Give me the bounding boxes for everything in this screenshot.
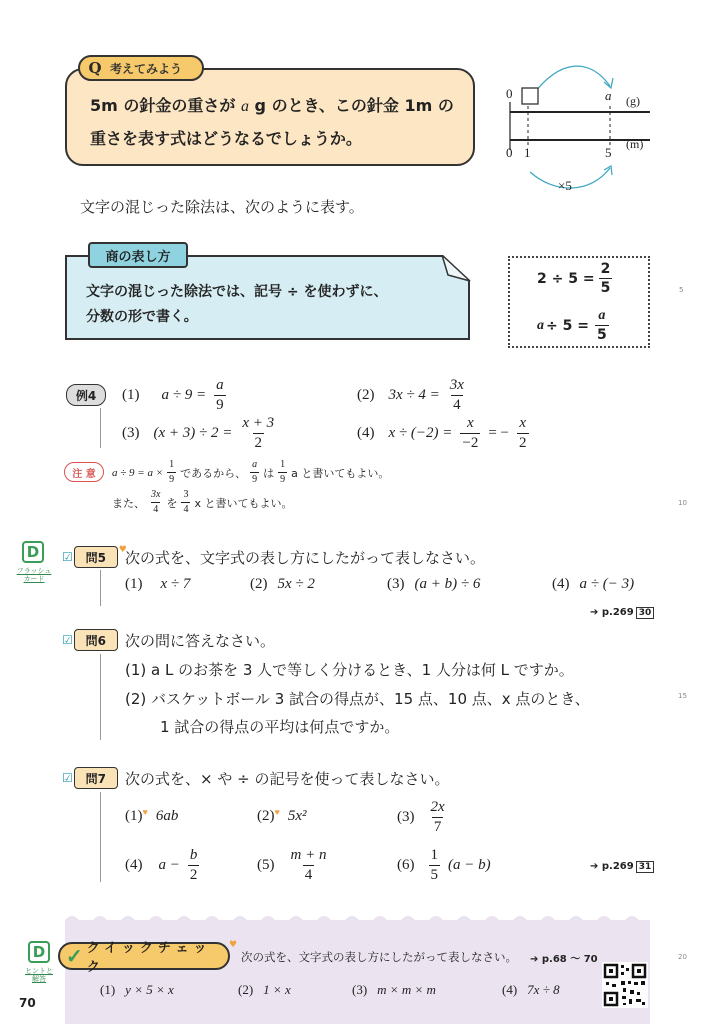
dotted-eq1: 2 ÷ 5 = $\frac{2}{5}$	[537, 261, 611, 296]
diagram-top-unit: (g)	[626, 94, 640, 108]
q5-item-1: (1) x ÷ 7	[125, 576, 191, 592]
note-label: 注 意	[64, 462, 104, 482]
q6-item-2: (2) バスケットボール 3 試合の得点が、15 点、10 点、x 点のとき、	[125, 690, 590, 708]
intro-text: 文字の混じった除法は、次のように表す。	[80, 198, 364, 216]
d-icon: D	[22, 541, 44, 563]
diagram-top-zero: 0	[506, 86, 513, 101]
q7-item-2: (2) ♥ 5x²	[257, 806, 307, 824]
q7-text: 次の式を、× や ÷ の記号を使って表しなさい。	[125, 770, 450, 788]
example-item-3: (3) (x + 3) ÷ 2 = $\frac{x + 3}{2}$	[122, 415, 275, 451]
hint-answer-icon[interactable]	[28, 941, 50, 963]
checkmark-icon: ✓	[66, 944, 83, 968]
note-line1: a ÷ 9 = a × $\frac{1}{9}$ であるから、 $\frac{a}{9}$ は $\frac{1}{9}$ a と書いてもよい。	[112, 459, 390, 485]
rule-tag: 商の表し方	[88, 242, 188, 268]
rule-line1: 文字の混じった除法では、記号 ÷ を使わずに、	[86, 284, 388, 300]
quick-item-2: (2) 1 × x	[238, 982, 291, 997]
q7-item-1: (1) ♥ 6ab	[125, 806, 179, 824]
q7-ref[interactable]: ➔ p.269 31	[590, 861, 654, 873]
q7-label-group	[62, 767, 118, 789]
number-line-diagram	[490, 62, 660, 197]
q5-item-3: (3) (a + b) ÷ 6	[387, 576, 481, 592]
q6-text: 次の問に答えなさい。	[125, 632, 276, 650]
checkbox-icon: ☑	[62, 771, 73, 785]
checkbox-icon: ☑	[62, 550, 73, 564]
note-line2: また、 $\frac{3x}{4}$ を $\frac{3}{4}$ x と書いてもよい。	[112, 489, 293, 515]
question-box	[65, 68, 475, 166]
q5-label-group	[62, 546, 127, 568]
diagram-bottom-zero: 0	[506, 145, 513, 160]
heart-icon: ♥	[118, 545, 127, 555]
diagram-top-var: a	[605, 88, 612, 103]
blank-square	[522, 88, 538, 104]
checkbox-icon: ☑	[62, 633, 73, 647]
hint-answer-caption[interactable]: ヒントと 解答	[25, 967, 53, 984]
heart-icon: ♥	[229, 940, 238, 950]
flash-card-caption[interactable]: フラッシュ カード	[16, 567, 52, 584]
q7-label: 問7	[74, 767, 118, 789]
quick-check-ref[interactable]: ➔ p.68 〜 70	[530, 954, 598, 965]
quick-item-3: (3) m × m × m	[352, 982, 436, 997]
page-curl	[440, 255, 472, 285]
q5-ref[interactable]: ➔ p.269 30	[590, 607, 654, 619]
q5-item-2: (2) 5x ÷ 2	[250, 576, 315, 592]
q6-label: 問6	[74, 629, 118, 651]
diagram-bottom-unit: (m)	[626, 137, 644, 151]
quick-check-title: クイックチェック	[86, 941, 212, 975]
example-item-1: (1) a ÷ 9 = $\frac{a}{9}$	[122, 377, 224, 413]
quick-check-title-pill	[58, 941, 230, 975]
quick-check-text: 次の式を、文字式の表し方にしたがって表しなさい。	[241, 950, 517, 964]
diagram-bottom-one: 1	[524, 145, 531, 160]
q-letter: Q	[88, 59, 102, 77]
q5-label: 問5	[74, 546, 118, 568]
rule-line2: 分数の形で書く。	[86, 309, 198, 325]
arc-top	[532, 66, 610, 96]
example-item-2: (2) 3x ÷ 4 = $\frac{3x}{4}$	[357, 377, 464, 413]
diagram-times-label: ×5	[558, 178, 572, 193]
q-text-line1: 5m の針金の重さが a g のとき、この針金 1m の	[90, 96, 454, 115]
flash-card-icon[interactable]	[22, 541, 44, 563]
q7-item-6: (6) $\frac{1}{5}$ (a − b)	[397, 847, 491, 883]
quick-item-1: (1) y × 5 × x	[100, 982, 174, 997]
q7-item-5: (5) $\frac{m + n}{4}$	[257, 847, 327, 883]
dotted-eq2: a ÷ 5 = $\frac{a}{5}$	[537, 308, 607, 343]
line-number-15: 15	[678, 692, 687, 700]
q7-item-4: (4) a − $\frac{b}{2}$	[125, 847, 198, 883]
q5-item-4: (4) a ÷ (− 3)	[552, 576, 635, 592]
line-number-5: 5	[679, 286, 684, 294]
qr-code-icon[interactable]	[602, 962, 648, 1008]
page-number: 70	[19, 996, 36, 1010]
q-title: 考えてみよう	[110, 61, 183, 76]
diagram-bottom-five: 5	[605, 145, 612, 160]
q-text-line2: 重さを表す式はどうなるでしょうか。	[90, 129, 362, 148]
q6-item-2-cont: 1 試合の得点の平均は何点ですか。	[160, 718, 400, 736]
example-item-4: (4) x ÷ (−2) = $\frac{x}{-2}$ = − $\frac{x}{2}$	[357, 415, 527, 451]
q6-label-group	[62, 629, 118, 651]
q5-text: 次の式を、文字式の表し方にしたがって表しなさい。	[125, 549, 486, 567]
question-tag	[78, 55, 204, 81]
q6-item-1: (1) a L のお茶を 3 人で等しく分けるとき、1 人分は何 L ですか。	[125, 661, 574, 679]
line-number-20: 20	[678, 953, 687, 961]
q7-item-3: (3) $\frac{2x}{7}$	[397, 799, 445, 835]
line-number-10: 10	[678, 499, 687, 507]
quick-item-4: (4) 7x ÷ 8	[502, 982, 560, 997]
example-label: 例4	[66, 384, 106, 406]
d-icon: D	[28, 941, 50, 963]
